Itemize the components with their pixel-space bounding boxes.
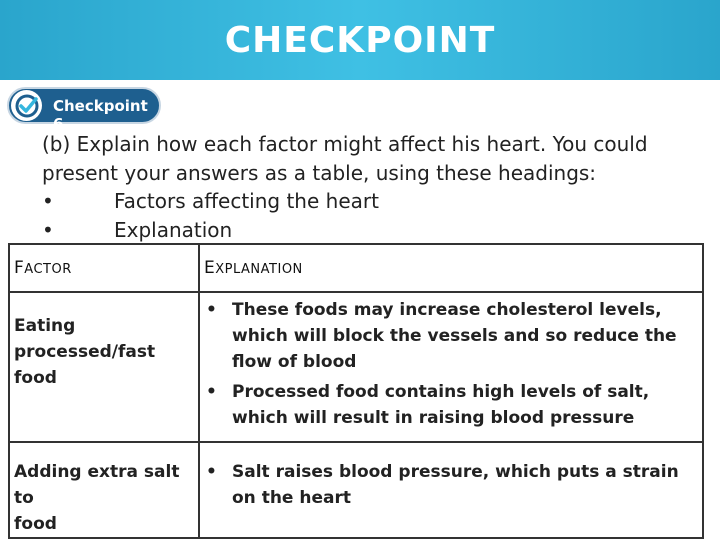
bullet-text: Explanation — [114, 217, 233, 242]
table-row — [9, 442, 703, 538]
check-circle-icon — [11, 90, 42, 121]
table-row — [9, 292, 703, 442]
header-explanation: EXPLANATION — [199, 244, 703, 292]
checkpoint-badge — [7, 87, 161, 133]
bullet-text: Factors affecting the heart — [114, 189, 379, 213]
explanation-cell — [199, 442, 703, 538]
explanation-item: • These foods may increase cholesterol levels, which will block the vessels and so reduce the flow of blood — [206, 300, 677, 372]
explanation-cell — [199, 292, 703, 442]
explanation-item: • Salt raises blood pressure, which puts a strain on the heart — [206, 462, 679, 508]
question-line: present your answers as a table, using these headings: — [42, 160, 597, 185]
factor-cell: Adding extra salt to food — [9, 442, 199, 538]
factors-table — [8, 243, 704, 539]
question-bullet — [42, 216, 682, 245]
header-banner — [0, 0, 720, 80]
question-line: (b) Explain how each factor might affect his heart. You could — [42, 132, 648, 156]
bullet-dot: • — [42, 217, 54, 242]
explanation-item: • Processed food contains high levels of salt, which will result in raising blood pressure — [206, 382, 650, 428]
table-header-row — [9, 244, 703, 292]
bullet-dot: • — [42, 189, 54, 213]
badge-label: Checkpoint 6 — [53, 97, 148, 133]
factor-cell: Eating processed/fast food — [9, 292, 199, 442]
question-text — [42, 130, 682, 244]
header-factor: FACTOR — [9, 244, 199, 292]
page-title: CHECKPOINT — [224, 19, 496, 61]
question-bullet — [42, 187, 682, 216]
